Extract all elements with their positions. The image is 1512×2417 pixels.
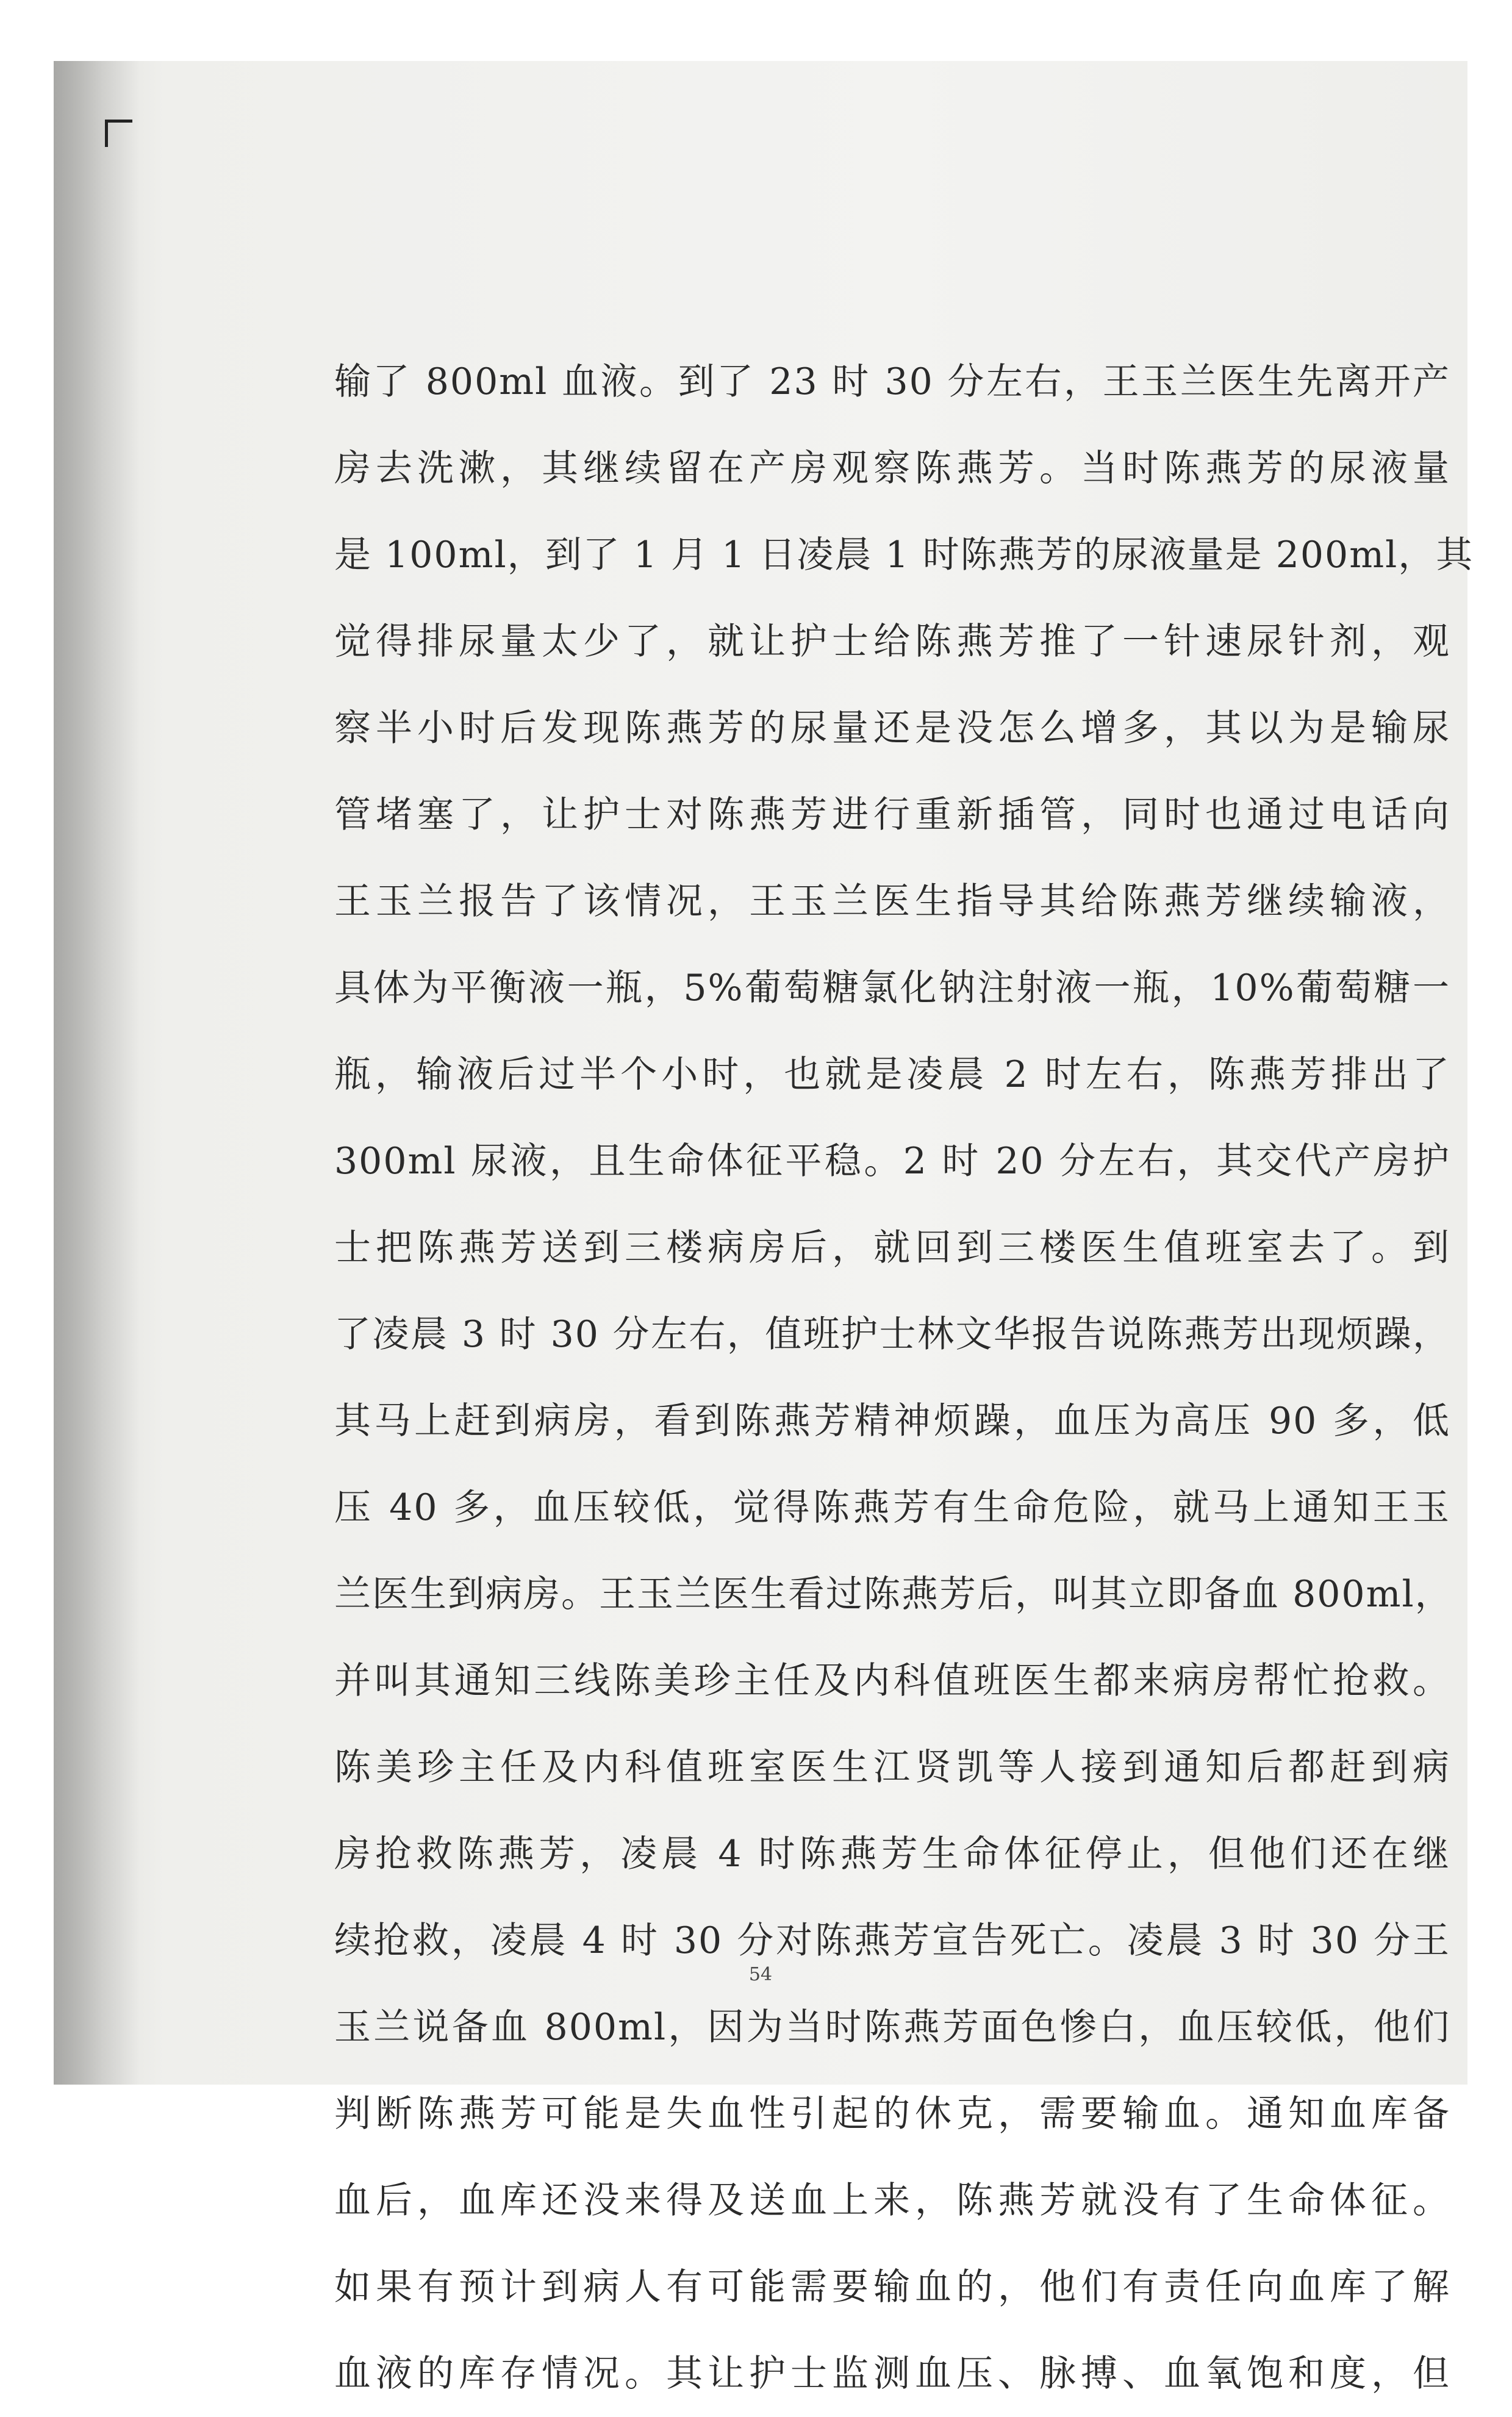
text-line: 并叫其通知三线陈美珍主任及内科值班医生都来病房帮忙抢救。	[334, 1660, 1450, 1702]
text-line: 房抢救陈燕芳，凌晨 4 时陈燕芳生命体征停止，但他们还在继	[334, 1833, 1450, 1875]
text-line: 续抢救，凌晨 4 时 30 分对陈燕芳宣告死亡。凌晨 3 时 30 分王	[334, 1919, 1450, 1962]
text-line: 300ml 尿液，且生命体征平稳。2 时 20 分左右，其交代产房护	[334, 1140, 1450, 1183]
text-line: 输了 800ml 血液。到了 23 时 30 分左右，王玉兰医生先离开产	[334, 360, 1450, 403]
text-line: 王玉兰报告了该情况，王玉兰医生指导其给陈燕芳继续输液，	[334, 880, 1450, 923]
text-line: 管堵塞了，让护士对陈燕芳进行重新插管，同时也通过电话向	[334, 793, 1450, 836]
corner-crop-mark	[105, 120, 132, 147]
text-line: 察半小时后发现陈燕芳的尿量还是没怎么增多，其以为是输尿	[334, 707, 1450, 750]
text-line: 兰医生到病房。王玉兰医生看过陈燕芳后，叫其立即备血 800ml，	[334, 1573, 1453, 1616]
body-text	[334, 338, 1474, 2417]
text-line: 了凌晨 3 时 30 分左右，值班护士林文华报告说陈燕芳出现烦躁，	[334, 1313, 1450, 1356]
text-line: 觉得排尿量太少了，就让护士给陈燕芳推了一针速尿针剂，观	[334, 620, 1450, 663]
text-line: 如果有预计到病人有可能需要输血的，他们有责任向血库了解	[334, 2266, 1450, 2308]
text-line: 判断陈燕芳可能是失血性引起的休克，需要输血。通知血库备	[334, 2093, 1450, 2135]
text-line: 陈美珍主任及内科值班室医生江贤凯等人接到通知后都赶到病	[334, 1746, 1450, 1789]
text-line: 瓶，输液后过半个小时，也就是凌晨 2 时左右，陈燕芳排出了	[334, 1053, 1450, 1096]
text-line: 具体为平衡液一瓶，5%葡萄糖氯化钠注射液一瓶，10%葡萄糖一	[334, 967, 1450, 1009]
text-line: 是 100ml，到了 1 月 1 日凌晨 1 时陈燕芳的尿液量是 200ml，其	[334, 534, 1474, 576]
text-line: 其马上赶到病房，看到陈燕芳精神烦躁，血压为高压 90 多，低	[334, 1400, 1450, 1442]
text-line: 压 40 多，血压较低，觉得陈燕芳有生命危险，就马上通知王玉	[334, 1486, 1450, 1529]
text-line: 玉兰说备血 800ml，因为当时陈燕芳面色惨白，血压较低，他们	[334, 2006, 1450, 2049]
text-line: 房去洗漱，其继续留在产房观察陈燕芳。当时陈燕芳的尿液量	[334, 447, 1450, 490]
text-line: 血液的库存情况。其让护士监测血压、脉搏、血氧饱和度，但	[334, 2352, 1450, 2395]
page-edge-shadow	[54, 61, 139, 2085]
text-line: 血后，血库还没来得及送血上来，陈燕芳就没有了生命体征。	[334, 2179, 1450, 2222]
text-line: 士把陈燕芳送到三楼病房后，就回到三楼医生值班室去了。到	[334, 1226, 1450, 1269]
document-page	[54, 61, 1474, 2395]
page-number: 54	[748, 1964, 773, 1985]
